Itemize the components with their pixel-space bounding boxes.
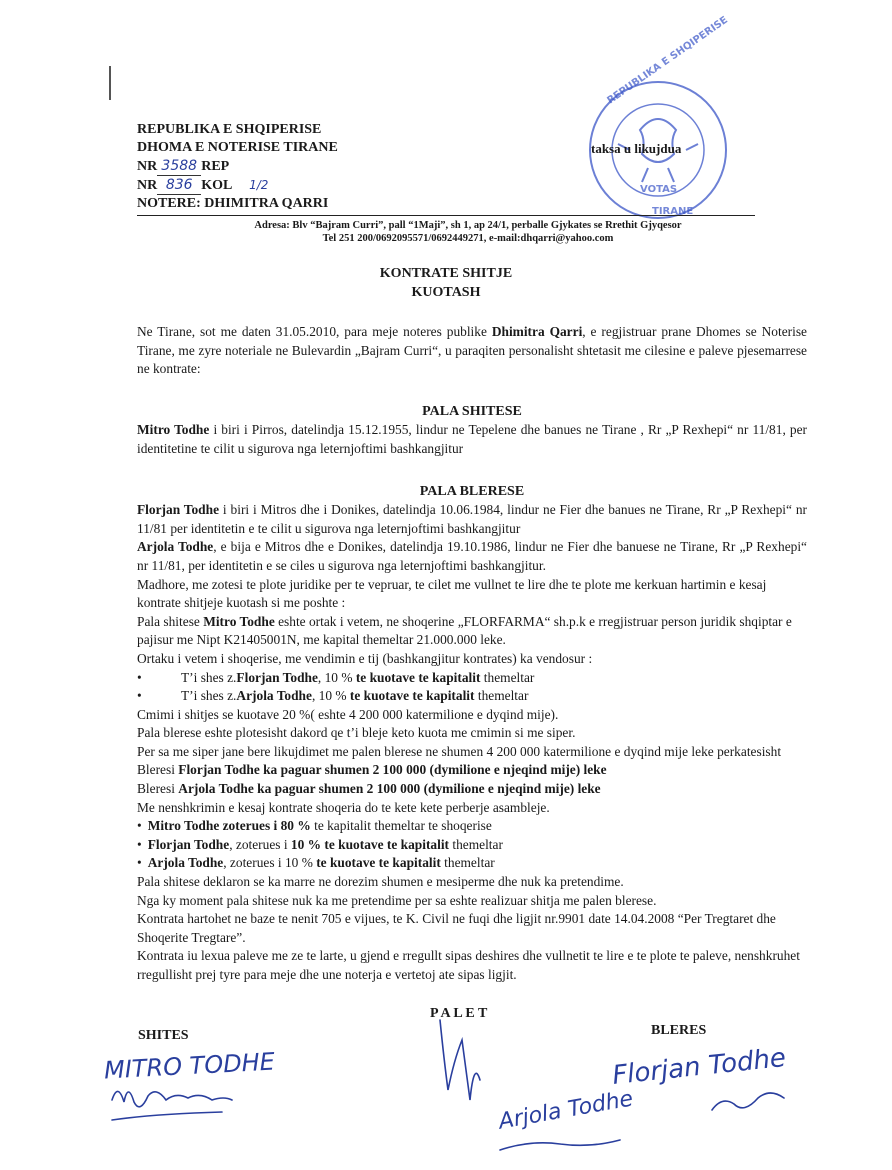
document-title: KONTRATE SHITJE: [379, 266, 513, 281]
buyers-heading: PALA BLERESE: [419, 483, 525, 499]
signature-arjola-icon: [500, 1140, 620, 1150]
intro-paragraph: Ne Tirane, sot me daten 31.05.2010, para meje noteres publike Dhimitra Qarri, e regjistruar prane Dhomes se Noterise Tirane, me zyre noteriale ne Bulevardin „Bajram Curri“, u paraqiten personalisht shtetasit me cilesine e paleve pjesemarrese ne kontrate:: [137, 324, 807, 377]
header-republic: REPUBLIKA E SHQIPERISE: [137, 122, 322, 137]
clause-price: Cmimi i shitjes se kuotave 20 %( eshte 4 200 000 katermilione e dyqind mije).: [137, 706, 559, 722]
address-block: [137, 219, 799, 245]
header-nr-rep: NR 3588 REP: [137, 158, 230, 174]
clause-agreement: Pala blerese eshte plotesisht dakord qe t’i bleje keto kuota me cmimin si me siper.: [137, 725, 576, 741]
signature-notary-icon: [440, 1020, 480, 1100]
clause-legal-basis: Kontrata hartohet ne baze te nenit 705 e vijues, te K. Civil ne fuqi dhe ligjit nr.9901 date 14.04.2008 “Per Tregtaret dhe Shoqerite Tregtare”.: [137, 911, 776, 945]
clause-payment-arjola: Bleresi Arjola Todhe ka paguar shumen 2 100 000 (dymilione e njeqind mije) leke: [137, 781, 601, 797]
clause-decision: Ortaku i vetem i shoqerise, me vendimin e tij (bashkangjitur kontrates) ka vendosur :: [137, 650, 593, 666]
stamp-text: taksa u likujdua: [591, 141, 682, 156]
seller-label: SHITES: [138, 1028, 189, 1043]
signature-mitro-icon: [112, 1091, 232, 1106]
header-rule: [137, 215, 755, 216]
clause-capacity: Madhore, me zotesi te plote juridike per te vepruar, te cilet me vullnet te lire dhe te plote me kerkuan hartimin e kesaj kontrate shitjeje kuotash si me poshte :: [137, 576, 767, 611]
svg-text:VOTAS: VOTAS: [640, 184, 678, 195]
clause-composition: Me nenshkrimin e kesaj kontrate shoqeria do te kete kete perberje asambleje.: [137, 799, 550, 815]
clause-no-claims: Nga ky moment pala shitese nuk ka me pretendime per sa eshte realizuar shitja me palen blerese.: [137, 892, 657, 908]
svg-text:TIRANE: TIRANE: [652, 206, 694, 217]
clause-owner: Pala shitese Mitro Todhe eshte ortak i vetem, ne shoqerine „FLORFARMA“ sh.p.k e rregjistruar person juridik shqiptar e pajisur me Nipt K21405001N, me kapital themeltar 21.000.000 leke.: [137, 613, 792, 648]
header-nr-kol: NR 836 KOL 1/2: [137, 177, 269, 193]
seller-paragraph: Mitro Todhe i biri i Pirros, datelindja 15.12.1955, lindur ne Tepelene dhe banues ne Tirane , Rr „P Rexhepi“ nr 11/81, per identitetine te cilit u sigurova nga leternjoftimi bashkangjitur: [137, 422, 807, 456]
bullet-florjan: • T’i shes z.Florjan Todhe, 10 % te kuotave te kapitalit themeltar: [137, 669, 535, 685]
share-florjan: • Florjan Todhe, zoterues i 10 % te kuotave te kapitalit themeltar: [137, 836, 503, 852]
address-line: Adresa: Blv “Bajram Curri”, pall “1Maji”, sh 1, ap 24/1, perballe Gjykates se Rrethit Gjyqesor: [254, 220, 682, 231]
clause-payment: Per sa me siper jane bere likujdimet me palen blerese ne shumen 4 200 000 katermilione e dyqind mije leke perkatesisht: [137, 743, 782, 759]
document-subtitle: KUOTASH: [411, 285, 481, 300]
nr-kol-value: 836: [157, 176, 201, 195]
share-arjola: • Arjola Todhe, zoterues i 10 % te kuotave te kapitalit themeltar: [137, 855, 495, 871]
contract-body: [137, 323, 807, 985]
margin-mark: [109, 66, 111, 100]
header-notary: NOTERE: DHIMITRA QARRI: [137, 196, 329, 211]
signature-florjan-icon: [712, 1093, 784, 1110]
signature-florjan-text: Florjan Todhe: [610, 1042, 788, 1092]
share-mitro: • Mitro Todhe zoterues i 80 % te kapitalit themeltar te shoqerise: [137, 818, 492, 834]
signature-arjola-text: Arjola Todhe: [496, 1086, 636, 1135]
svg-text:REPUBLIKA E SHQIPERISE: REPUBLIKA E SHQIPERISE: [605, 14, 730, 107]
contact-line: Tel 251 200/0692095571/0692449271, e-mail:dhqarri@yahoo.com: [322, 233, 614, 244]
parties-label: P A L E T: [430, 1006, 488, 1021]
nr-kol-extra: 1/2: [249, 178, 269, 192]
bullet-arjola: • T’i shes z.Arjola Todhe, 10 % te kuotave te kapitalit themeltar: [137, 688, 529, 704]
nr-rep-value: 3588: [157, 157, 201, 176]
buyer-label: BLERES: [651, 1023, 707, 1038]
buyer2-paragraph: Arjola Todhe, e bija e Mitros dhe e Donikes, datelindja 19.10.1986, lindur ne Fier dhe banuese ne Tirane, Rr „P Rexhepi“ nr 11/81, per identitetin e se ciles u sigurova nga leternjoftimi bashkangjitur.: [137, 539, 807, 573]
header-chamber: DHOMA E NOTERISE TIRANE: [137, 140, 338, 155]
clause-reading: Kontrata iu lexua paleve me ze te larte, u gjend e rregullt sipas deshires dhe vullnetit te lire e te plote te paleve, nenshkruhet rregullisht prej tyre para meje dhe une noterja e vertetoj ate sipas ligjit.: [137, 948, 800, 982]
buyer1-paragraph: Florjan Todhe i biri i Mitros dhe i Donikes, datelindja 10.06.1984, lindur ne Fier dhe banues ne Tirane, Rr „P Rexhepi“ nr 11/81 per identitetin e te cilit u sigurova nga leternjoftimi bashkangjitur: [137, 502, 807, 536]
document-header: [137, 121, 338, 213]
seller-heading: PALA SHITESE: [422, 403, 522, 419]
signature-mitro-text: MITRO TODHE: [103, 1047, 276, 1085]
clause-payment-florjan: Bleresi Florjan Todhe ka paguar shumen 2 100 000 (dymilione e njeqind mije) leke: [137, 762, 607, 778]
clause-declaration: Pala shitese deklaron se ka marre ne dorezim shumen e mesiperme dhe nuk ka pretendime.: [137, 874, 624, 890]
